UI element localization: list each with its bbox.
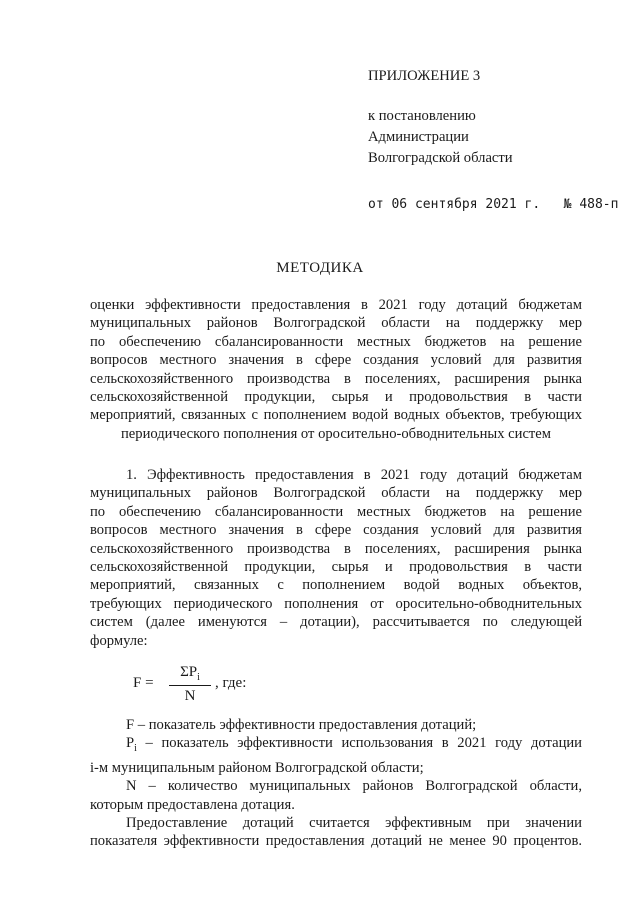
document-heading: МЕТОДИКА (276, 260, 364, 276)
subtitle-line: периодического пополнения от оросительно-обводнительных систем (120, 425, 552, 442)
paragraph-line: сельскохозяйственной продукции, сырья и продовольствия в части (90, 559, 582, 576)
formula-numerator-text: ΣP (180, 664, 198, 680)
formula-denominator: N (184, 688, 196, 704)
annex-date: от 06 сентября 2021 г. (368, 197, 541, 212)
definition-p-text: – показатель эффективности использования в 2021 году дотации (136, 735, 582, 752)
formula-suffix: , где: (215, 675, 247, 691)
definition-n-line2: которым предоставлена дотация. (90, 796, 295, 813)
annex-title: ПРИЛОЖЕНИЕ 3 (368, 68, 481, 84)
paragraph-line: вопросов местного значения в сфере создания условий для развития (90, 522, 582, 539)
formula-numerator-sub: i (197, 672, 200, 683)
definition-p-sub: i (134, 743, 137, 755)
definitions (90, 716, 582, 851)
annex-block (368, 66, 618, 215)
paragraph-1 (90, 466, 582, 650)
definition-f: F – показатель эффективности предоставления дотаций; (126, 717, 477, 733)
subtitle-line: сельскохозяйственного производства в поселениях, расширения рынка (90, 370, 582, 387)
formula-fraction (169, 664, 211, 705)
paragraph-line: муниципальных районов Волгоградской области на поддержку мер (90, 485, 582, 502)
definition-n-line: N – количество муниципальных районов Волгоградской области, (126, 778, 582, 795)
paragraph-line: формуле: (90, 632, 148, 649)
subtitle-line: сельскохозяйственной продукции, сырья и продовольствия в части (90, 389, 582, 406)
formula-lhs: F = (133, 675, 154, 691)
subtitle-line: вопросов местного значения в сфере создания условий для развития (90, 352, 582, 369)
paragraph-line: мероприятий, связанных с пополнением водой водных объектов, (90, 577, 582, 594)
subtitle-line: муниципальных районов Волгоградской области на поддержку мер (90, 315, 582, 332)
annex-date-line (368, 194, 618, 215)
annex-line: Волгоградской области (368, 150, 513, 166)
definition-p-line (90, 734, 582, 758)
annex-line: Администрации (368, 129, 469, 145)
document-subtitle (90, 296, 582, 443)
subtitle-line: оценки эффективности предоставления в 2021 году дотаций бюджетам (90, 297, 582, 313)
definition-p-line2: i-м муниципальным районом Волгоградской области; (90, 759, 424, 776)
definition-p-symbol: P (126, 735, 135, 752)
paragraph-line: требующих периодического пополнения от оросительно-обводнительных (90, 595, 582, 612)
annex-line: к постановлению (368, 108, 476, 124)
paragraph-line: сельскохозяйственного производства в поселениях, расширения рынка (90, 540, 582, 557)
subtitle-line: мероприятий, связанных с пополнением водой водных объектов, требующих (90, 407, 582, 424)
final-line: Предоставление дотаций считается эффективным при значении (126, 814, 582, 831)
annex-number: № 488-п (563, 197, 619, 212)
paragraph-line: систем (далее именуются – дотации), рассчитывается по следующей (90, 614, 582, 631)
paragraph-line: по обеспечению сбалансированности местных бюджетов на решение (90, 503, 582, 520)
final-line: показателя эффективности предоставления дотаций не менее 90 процентов. (90, 833, 582, 850)
efficiency-formula (133, 664, 333, 708)
paragraph-line: 1. Эффективность предоставления в 2021 году дотаций бюджетам (126, 467, 582, 483)
formula-numerator (169, 664, 211, 686)
subtitle-line: по обеспечению сбалансированности местных бюджетов на решение (90, 333, 582, 350)
